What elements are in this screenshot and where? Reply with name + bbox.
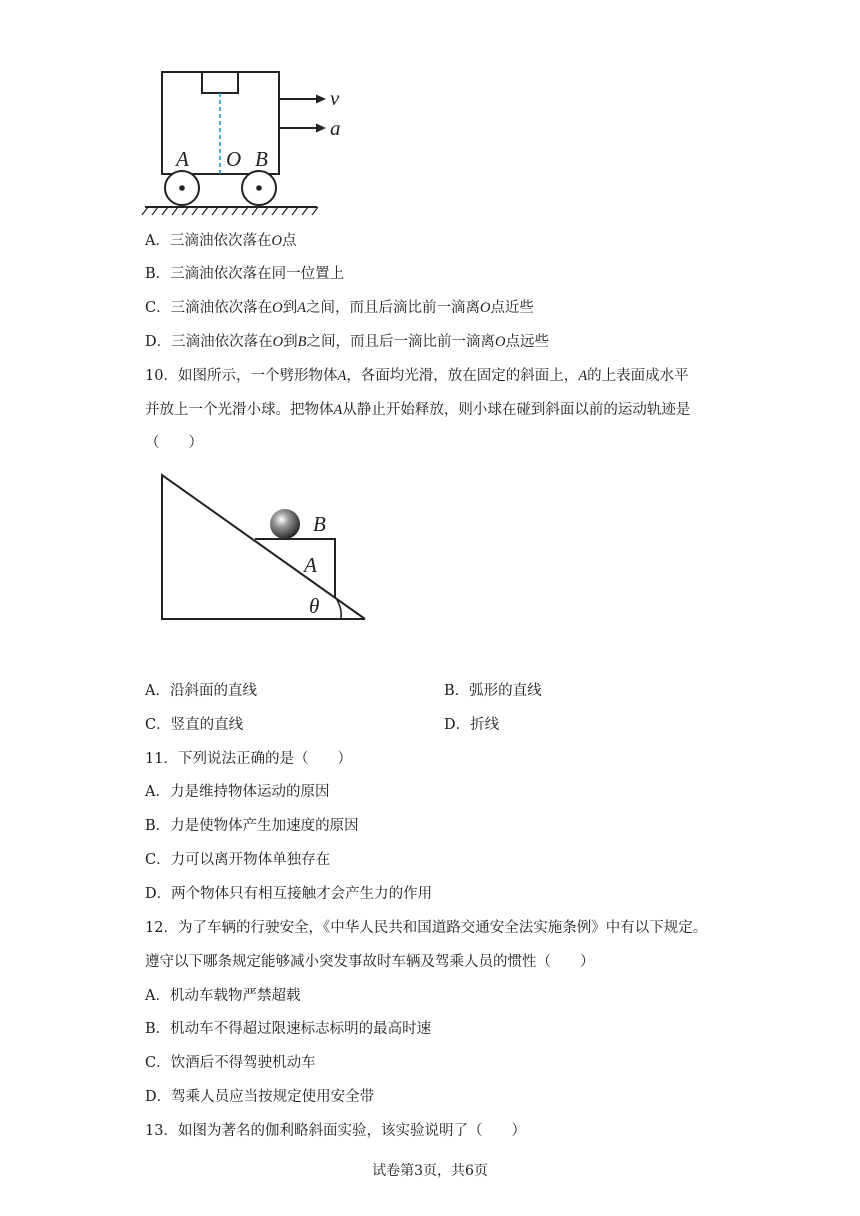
q12-option-b[interactable] (145, 1019, 431, 1039)
option-letter: D． (145, 334, 172, 350)
option-text: 竖直的直线 (170, 717, 244, 733)
option-letter: A． (145, 988, 170, 1004)
option-text: 两个物体只有相互接触才会产生力的作用 (171, 886, 433, 902)
label-A: A (304, 553, 317, 577)
option-letter: D． (145, 1089, 172, 1105)
var-A: A (297, 300, 306, 316)
label-O: O (226, 147, 242, 171)
stem-text: 从静止开始释放，则小球在碰到斜面以前的运动轨迹是 (342, 402, 691, 418)
stem-text: 的上表面成水平 (587, 368, 689, 384)
q10-option-d[interactable] (444, 715, 499, 735)
q9-option-a[interactable] (145, 231, 296, 251)
acceleration-arrowhead (316, 124, 326, 133)
option-text: 点远些 (505, 334, 549, 350)
q12-stem-line1: 12．为了车辆的行驶安全，《中华人民共和国道路交通安全法实施条例》中有以下规定。 (145, 920, 708, 936)
q10-option-b[interactable] (444, 681, 542, 701)
option-text: 饮酒后不得驾驶机动车 (170, 1055, 316, 1071)
var-A: A (578, 368, 588, 384)
option-letter: B． (444, 683, 470, 699)
label-v: v (330, 86, 340, 110)
label-a: a (330, 116, 341, 140)
q11-option-c[interactable] (145, 850, 330, 870)
option-letter: C． (145, 717, 171, 733)
var-A: A (333, 402, 343, 418)
option-text: 到 (282, 300, 298, 316)
ball-B (270, 509, 300, 539)
option-text: 到 (283, 334, 298, 350)
label-B: B (313, 512, 326, 536)
option-text: 驾乘人员应当按规定使用安全带 (171, 1089, 375, 1105)
q11-stem: 11．下列说法正确的是（ ） (145, 751, 352, 767)
option-text: 机动车不得超过限速标志标明的最高时速 (170, 1021, 432, 1037)
var-O: O (479, 300, 491, 316)
option-letter: C． (145, 300, 171, 316)
cart-figure (140, 60, 360, 220)
option-letter: D． (145, 886, 172, 902)
q12-option-d[interactable] (145, 1087, 374, 1107)
option-text: 三滴油依次落在 (171, 334, 273, 350)
option-text: 力是使物体产生加速度的原因 (170, 818, 359, 834)
var-O: O (271, 233, 282, 249)
page-footer: 试卷第3页，共6页 (372, 1163, 488, 1179)
q12-stem-line2: 遵守以下哪条规定能够减小突发事故时车辆及驾乘人员的惯性（ ） (145, 954, 595, 970)
q12-option-c[interactable] (145, 1053, 316, 1073)
stem-text: 10．如图所示，一个劈形物体 (145, 368, 338, 384)
option-letter: B． (145, 818, 171, 834)
velocity-arrowhead (316, 95, 326, 104)
option-text: 机动车载物严禁超载 (169, 988, 301, 1004)
option-text: 之间，而且后滴比前一滴离 (305, 300, 480, 316)
option-letter: A． (145, 233, 170, 249)
option-text: 三滴油依次落在同一位置上 (170, 266, 345, 282)
left-wheel-hub (179, 185, 185, 191)
var-A: A (337, 368, 347, 384)
q9-option-d[interactable] (145, 332, 549, 352)
q10-stem-line2 (145, 400, 690, 420)
q10-answer-blank: （ ） (145, 435, 203, 451)
option-text: 弧形的直线 (469, 683, 542, 699)
option-letter: D． (444, 717, 471, 733)
option-text: 点 (281, 233, 297, 249)
option-text: 三滴油依次落在 (170, 300, 273, 316)
q11-option-b[interactable] (145, 816, 359, 836)
option-letter: A． (145, 683, 170, 699)
option-letter: A． (145, 784, 170, 800)
option-letter: C． (145, 852, 171, 868)
option-text: 力可以离开物体单独存在 (170, 852, 331, 868)
q10-option-c[interactable] (145, 715, 243, 735)
stem-text: ，各面均光滑，放在固定的斜面上， (346, 368, 579, 384)
var-O: O (272, 300, 283, 316)
q11-option-a[interactable] (145, 782, 329, 802)
label-A: A (176, 147, 189, 171)
incline-figure (150, 465, 380, 630)
option-letter: B． (145, 1021, 171, 1037)
var-B: B (297, 334, 307, 350)
label-theta: θ (309, 594, 320, 618)
var-O: O (494, 334, 506, 350)
option-letter: B． (145, 266, 171, 282)
right-wheel-hub (256, 185, 262, 191)
option-text: 之间，而且后一滴比前一滴离 (306, 334, 495, 350)
oil-dripper (202, 72, 238, 93)
q9-option-b[interactable] (145, 264, 344, 284)
q13-stem: 13．如图为著名的伽利略斜面实验，该实验说明了（ ） (145, 1123, 526, 1139)
q9-option-c[interactable] (145, 298, 534, 318)
stem-text: 并放上一个光滑小球。把物体 (145, 402, 334, 418)
q10-stem-line1 (145, 366, 689, 386)
q12-option-a[interactable] (145, 986, 300, 1006)
option-letter: C． (145, 1055, 171, 1071)
option-text: 沿斜面的直线 (169, 683, 257, 699)
option-text: 点近些 (490, 300, 534, 316)
q11-option-d[interactable] (145, 884, 432, 904)
option-text: 力是维持物体运动的原因 (169, 784, 330, 800)
var-O: O (272, 334, 284, 350)
option-text: 折线 (470, 717, 500, 733)
label-B: B (255, 147, 268, 171)
option-text: 三滴油依次落在 (169, 233, 272, 249)
ground-hatching (142, 207, 318, 215)
q10-option-a[interactable] (145, 681, 257, 701)
